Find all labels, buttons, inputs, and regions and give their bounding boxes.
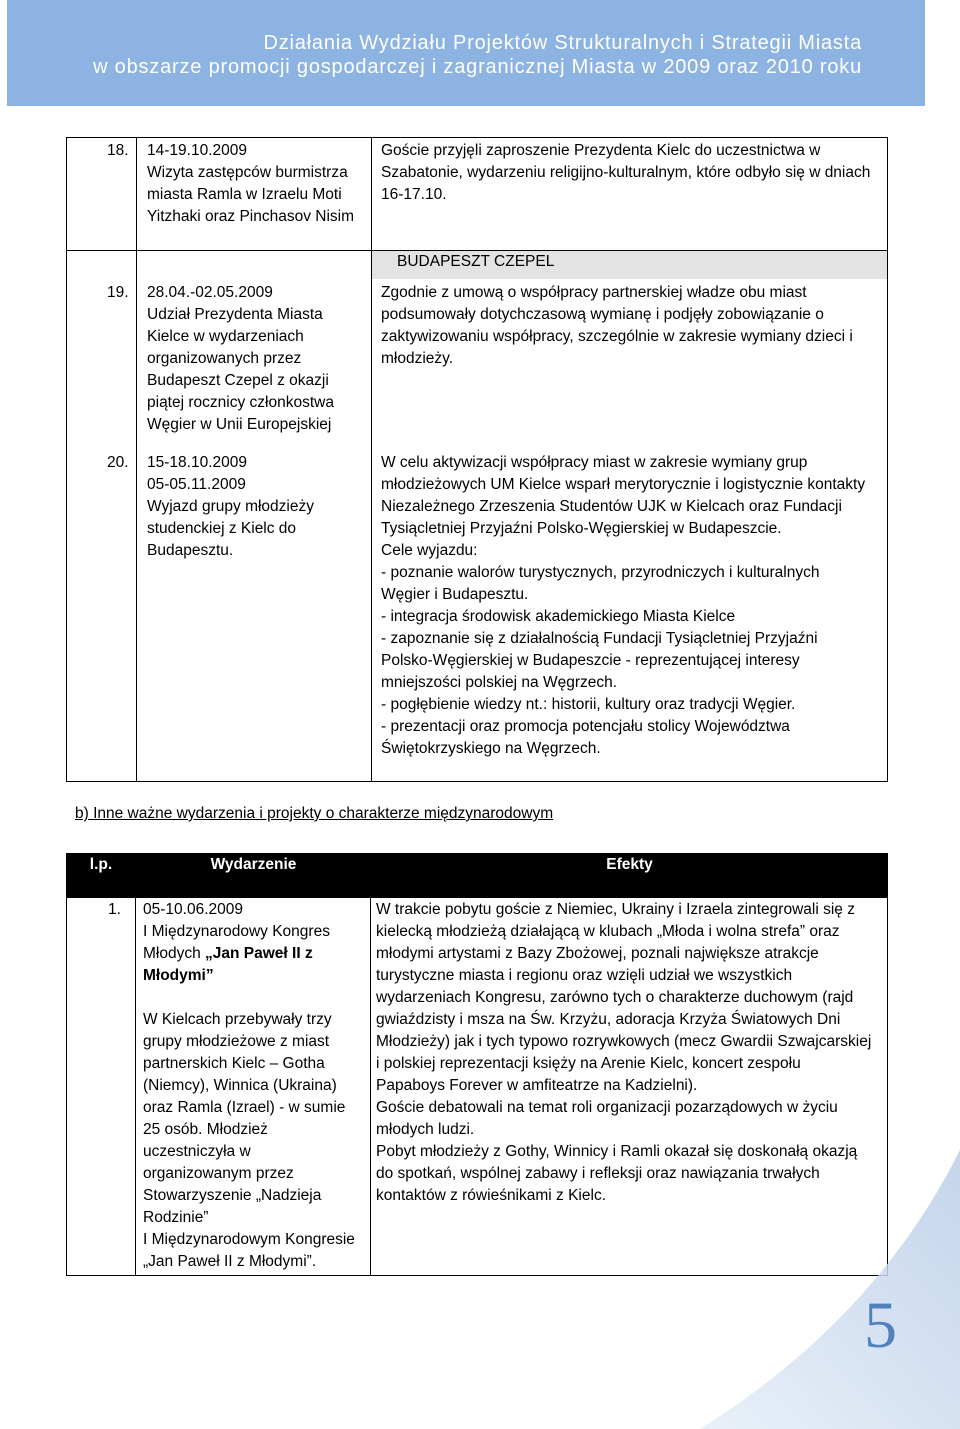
text-line: Świętokrzyskiego na Węgrzech.: [381, 740, 601, 757]
text-line: mniejszości polskiej na Węgrzech.: [381, 674, 618, 691]
text-line: Węgier i Budapesztu.: [381, 586, 529, 603]
text-segment: Młodych: [143, 945, 206, 962]
text-line: [143, 965, 355, 987]
event-details: [143, 1009, 355, 1273]
column-header-lp: l.p.: [89, 856, 113, 873]
text-line: Rodzinie”: [143, 1209, 209, 1226]
text-line: do spotkań, wspólnej zabawy i refleksji oraz nawiązania trwałych: [376, 1165, 820, 1182]
text-line: 05-05.11.2009: [147, 476, 246, 493]
text-line: partnerskich Kielc – Gotha: [143, 1055, 325, 1072]
text-line: - prezentacji oraz promocja potencjału stolicy Województwa: [381, 718, 790, 735]
text-line: (Niemcy), Winnica (Ukraina): [143, 1077, 337, 1094]
text-line: W Kielcach przebywały trzy: [143, 1011, 332, 1028]
event-cell: [147, 452, 314, 562]
text-line: 16-17.10.: [381, 186, 447, 203]
text-line: Niezależnego Zrzeszenia Studentów UJK w Kielcach oraz Fundacji: [381, 498, 842, 515]
effects-cell: [381, 140, 870, 206]
text-line: Węgier w Unii Europejskiej: [147, 416, 332, 433]
table-header-row: [66, 853, 888, 898]
text-line: Młodzieży) jak i tych typowo rozrywkowych (mecz Gwardii Szwajcarskiej: [376, 1033, 872, 1050]
row-number: 19.: [107, 284, 129, 301]
events-table: [66, 137, 888, 782]
text-line: Wizyta zastępców burmistrza: [147, 164, 348, 181]
text-line: grupy młodzieżowe z miast: [143, 1033, 330, 1050]
column-divider: [370, 898, 371, 1275]
text-line: 14-19.10.2009: [147, 142, 247, 159]
text-line: I Międzynarodowym Kongresie: [143, 1231, 355, 1248]
text-line: Goście debatowali na temat roli organizacji pozarządowych w życiu: [376, 1099, 838, 1116]
text-line: oraz Ramla (Izrael) - w sumie: [143, 1099, 346, 1116]
text-line: podsumowały dotychczasową wymianę i podjęły zobowiązanie o: [381, 306, 824, 323]
corner-decoration: [680, 1130, 960, 1429]
text-line: gwiaździsty i msza na Św. Krzyżu, adoracja Krzyża Światowych Dni: [376, 1011, 841, 1028]
event-title: [143, 899, 355, 987]
section-label: BUDAPESZT CZEPEL: [397, 253, 555, 270]
text-line: 28.04.-02.05.2009: [147, 284, 273, 301]
text-line: I Międzynarodowy Kongres: [143, 923, 330, 940]
text-line: młodzieżowych UM Kielce wsparł merytorycznie i logistycznie kontakty: [381, 476, 866, 493]
text-line: Udział Prezydenta Miasta: [147, 306, 323, 323]
text-line: Cele wyjazdu:: [381, 542, 478, 559]
text-line: wydarzeniach Kongresu, zarówno tych o charakterze duchowym (rajd: [376, 989, 854, 1006]
event-cell: [143, 899, 355, 1273]
column-header-effects: Efekty: [606, 856, 653, 873]
column-divider: [371, 138, 372, 781]
event-cell: [147, 282, 334, 436]
text-line: - pogłębienie wiedzy nt.: historii, kultury oraz tradycji Węgier.: [381, 696, 796, 713]
section-band: [372, 251, 887, 279]
text-line: Budapesztu.: [147, 542, 234, 559]
text-line: uczestniczyła w: [143, 1143, 251, 1160]
text-line: Goście przyjęli zaproszenie Prezydenta Kielc do uczestnictwa w: [381, 142, 821, 159]
text-line: i polskiej reprezentacji księży na Arenie Kielc, koncert zespołu: [376, 1055, 801, 1072]
text-line: młodych ludzi.: [376, 1121, 475, 1138]
text-line: Papaboys Forever w amfiteatrze na Kadzielni).: [376, 1077, 698, 1094]
header-banner: [7, 0, 925, 106]
effects-cell: [381, 452, 865, 760]
text-line: kontaktów z rówieśnikami z Kielc.: [376, 1187, 606, 1204]
text-line: studenckiej z Kielc do: [147, 520, 297, 537]
text-line: Polsko-Węgierskiej w Budapeszcie - reprezentującej interesy: [381, 652, 800, 669]
text-line: kielecką młodzieżą działającą w klubach „Młoda i wolna strefa” oraz: [376, 923, 840, 940]
column-header-event: Wydarzenie: [210, 856, 297, 873]
text-line: Zgodnie z umową o współpracy partnerskiej władze obu miast: [381, 284, 807, 301]
text-line: Stowarzyszenie „Nadzieja: [143, 1187, 322, 1204]
text-line: piątej rocznicy członkostwa: [147, 394, 334, 411]
bold-text: Młodymi”: [143, 967, 214, 984]
event-cell: [147, 140, 354, 228]
effects-cell: [381, 282, 853, 370]
text-line: organizowanym przez: [143, 1165, 294, 1182]
text-line: Budapeszt Czepel z okazji: [147, 372, 329, 389]
text-line: turystyczne miasta i regionu oraz wzięli udział we wszystkich: [376, 967, 793, 984]
text-line: Szabatonie, wydarzeniu religijno-kulturalnym, które odbyło się w dniach: [381, 164, 871, 181]
text-line: młodymi artystami z Bazy Zbożowej, poznali największe atrakcje: [376, 945, 819, 962]
section-heading: b) Inne ważne wydarzenia i projekty o charakterze międzynarodowym: [75, 805, 554, 822]
header-title-line-1: Działania Wydziału Projektów Strukturalnych i Strategii Miasta: [263, 32, 862, 54]
column-divider: [135, 898, 136, 1275]
text-line: Yitzhaki oraz Pinchasov Nisim: [147, 208, 355, 225]
text-line: Pobyt młodzieży z Gothy, Winnicy i Ramli okazał się doskonałą okazją: [376, 1143, 858, 1160]
bold-text: „Jan Paweł II z: [205, 945, 313, 962]
text-line: W trakcie pobytu goście z Niemiec, Ukrainy i Izraela zintegrowali się z: [376, 901, 855, 918]
text-line: W celu aktywizacji współpracy miast w zakresie wymiany grup: [381, 454, 808, 471]
page-number: 5: [864, 1289, 897, 1362]
text-line: [143, 943, 355, 965]
text-line: 05-10.06.2009: [143, 901, 243, 918]
text-line: Wyjazd grupy młodzieży: [147, 498, 314, 515]
text-line: organizowanych przez: [147, 350, 302, 367]
text-line: 25 osób. Młodzież: [143, 1121, 268, 1138]
text-line: młodzieży.: [381, 350, 454, 367]
header-title-line-2: w obszarze promocji gospodarczej i zagranicznej Miasta w 2009 oraz 2010 roku: [93, 56, 862, 78]
text-line: 15-18.10.2009: [147, 454, 247, 471]
text-line: zaktywizowaniu współpracy, szczególnie w zakresie wymiany dzieci i: [381, 328, 853, 345]
text-line: miasta Ramla w Izraelu Moti: [147, 186, 342, 203]
row-number: 20.: [107, 454, 129, 471]
row-number: 18.: [107, 142, 129, 159]
text-line: Kielce w wydarzeniach: [147, 328, 304, 345]
text-line: - integracja środowisk akademickiego Miasta Kielce: [381, 608, 736, 625]
column-divider: [136, 138, 137, 781]
text-line: - zapoznanie się z działalnością Fundacji Tysiącletniej Przyjaźni: [381, 630, 818, 647]
row-number: 1.: [108, 901, 121, 918]
text-line: - poznanie walorów turystycznych, przyrodniczych i kulturalnych: [381, 564, 820, 581]
corner-shape: [700, 1150, 960, 1429]
text-line: „Jan Paweł II z Młodymi”.: [143, 1253, 317, 1270]
text-line: Tysiącletniej Przyjaźni Polsko-Węgierskiej w Budapeszcie.: [381, 520, 782, 537]
